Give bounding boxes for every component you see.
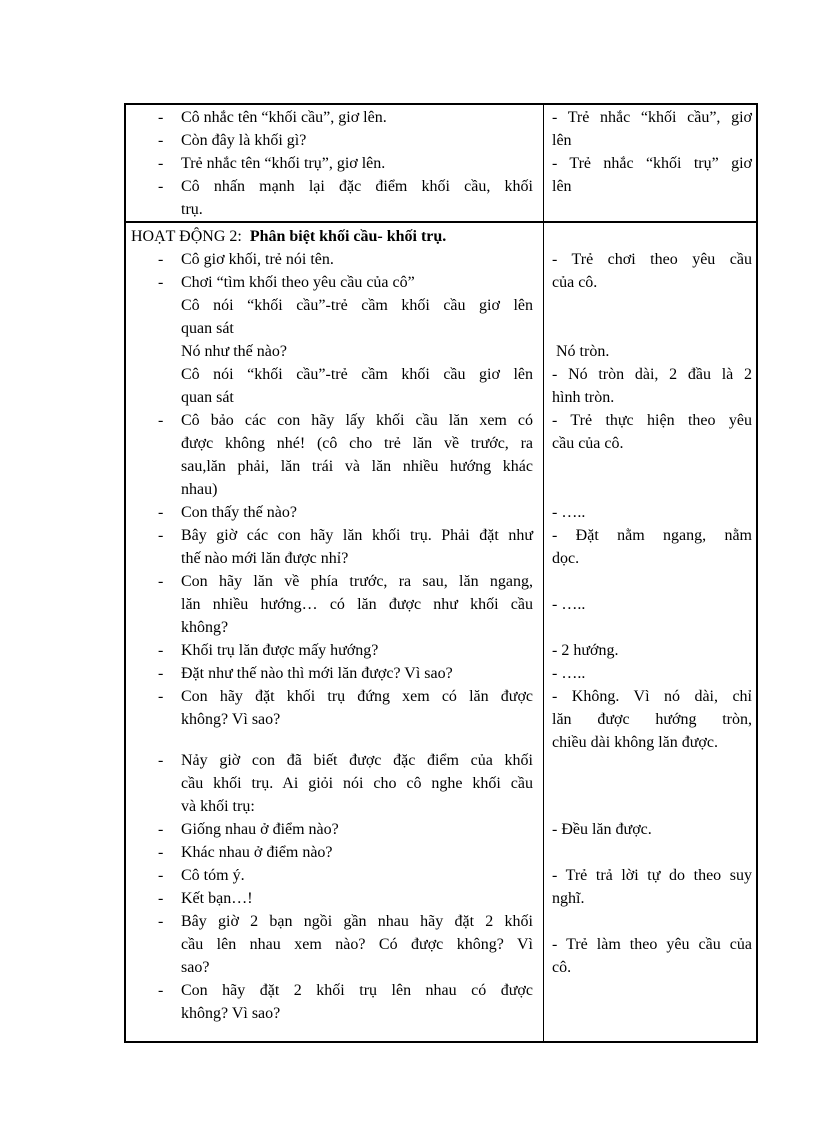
- row2-right-line: - …..: [552, 596, 586, 613]
- activity-heading-title: Phân biệt khối cầu- khối trụ.: [249, 228, 447, 245]
- row2-left-line: quan sát: [181, 320, 234, 337]
- bullet-dash: -: [158, 274, 164, 291]
- row2-left-line: sau,lăn phải, lăn trái và lăn nhiều hướng khác: [181, 458, 533, 475]
- row2-right-line: - Trẻ chơi theo yêu cầu: [552, 251, 752, 268]
- row2-right-line: Nó tròn.: [552, 343, 610, 360]
- row2-left-line: Cô tóm ý.: [181, 867, 245, 884]
- bullet-dash: -: [158, 132, 164, 149]
- row2-right-line: - Đặt nằm ngang, nằm: [552, 527, 752, 544]
- row2-right-line: hình tròn.: [552, 389, 615, 406]
- bullet-dash: -: [158, 890, 164, 907]
- row2-right-line: - Nó tròn dài, 2 đầu là 2: [552, 366, 752, 383]
- row2-left-line: Khác nhau ở điểm nào?: [181, 844, 333, 861]
- bullet-dash: -: [158, 982, 164, 999]
- bullet-dash: -: [158, 752, 164, 769]
- row2-right-line: cầu của cô.: [552, 435, 624, 452]
- row1-right-line: - Trẻ nhắc “khối trụ” giơ: [552, 155, 752, 172]
- row2-right-line: - 2 hướng.: [552, 642, 619, 659]
- row2-left-line: Con hãy đặt khối trụ đứng xem có lăn được: [181, 688, 533, 705]
- row1-left-line: trụ.: [181, 201, 203, 218]
- row1-left-line: Trẻ nhắc tên “khối trụ”, giơ lên.: [181, 155, 386, 172]
- row2-left-line: Kết bạn…!: [181, 890, 253, 907]
- row2-left-line: Chơi “tìm khối theo yêu cầu của cô”: [181, 274, 415, 291]
- bullet-dash: -: [158, 178, 164, 195]
- bullet-dash: -: [158, 642, 164, 659]
- row2-left-line: Giống nhau ở điểm nào?: [181, 821, 339, 838]
- bullet-dash: -: [158, 665, 164, 682]
- bullet-dash: -: [158, 913, 164, 930]
- activity-heading: [131, 226, 446, 248]
- bullet-dash: -: [158, 844, 164, 861]
- row2-right-line: dọc.: [552, 550, 580, 567]
- row2-left-line: không? Vì sao?: [181, 1005, 281, 1022]
- row1-left-line: Còn đây là khối gì?: [181, 132, 307, 149]
- row2-left-line: Cô nói “khối cầu”-trẻ cầm khối cầu giơ lên: [181, 366, 533, 383]
- row2-right-line: - …..: [552, 665, 586, 682]
- bullet-dash: -: [158, 412, 164, 429]
- row2-left-line: sao?: [181, 959, 210, 976]
- row-divider: [126, 221, 756, 223]
- bullet-dash: -: [158, 573, 164, 590]
- row2-left-line: được không nhé! (cô cho trẻ lăn về trước, ra: [181, 435, 533, 452]
- row2-right-line: - Trẻ làm theo yêu cầu của: [552, 936, 752, 953]
- bullet-dash: -: [158, 155, 164, 172]
- row1-right-line: - Trẻ nhắc “khối cầu”, giơ: [552, 109, 752, 126]
- row2-left-line: không? Vì sao?: [181, 711, 281, 728]
- row2-right-line: của cô.: [552, 274, 598, 291]
- row2-left-line: Nó như thế nào?: [181, 343, 287, 360]
- row2-left-line: cầu lên nhau xem nào? Có được không? Vì: [181, 936, 533, 953]
- row2-right-line: chiều dài không lăn được.: [552, 734, 718, 751]
- row2-left-line: Nảy giờ con đã biết được đặc điểm của khối: [181, 752, 533, 769]
- bullet-dash: -: [158, 688, 164, 705]
- row2-left-line: cầu khối trụ. Ai giỏi nói cho cô nghe khối cầu: [181, 775, 533, 792]
- row2-left-line: Bây giờ 2 bạn ngồi gần nhau hãy đặt 2 khối: [181, 913, 533, 930]
- row2-left-line: Cô bảo các con hãy lấy khối cầu lăn xem có: [181, 412, 533, 429]
- row2-right-line: lăn được hướng tròn,: [552, 711, 752, 728]
- row1-right-line: lên: [552, 178, 572, 195]
- row2-right-line: - …..: [552, 504, 586, 521]
- row2-left-line: nhau): [181, 481, 218, 498]
- row2-right-line: nghĩ.: [552, 890, 585, 907]
- row2-left-line: Cô giơ khối, trẻ nói tên.: [181, 251, 334, 268]
- row2-left-line: không?: [181, 619, 229, 636]
- bullet-dash: -: [158, 504, 164, 521]
- row2-left-line: quan sát: [181, 389, 234, 406]
- row2-right-line: - Không. Vì nó dài, chỉ: [552, 688, 752, 705]
- row2-left-line: và khối trụ:: [181, 798, 255, 815]
- row2-left-line: lăn nhiều hướng… có lăn được như khối cầu: [181, 596, 533, 613]
- row2-left-line: Bây giờ các con hãy lăn khối trụ. Phải đặt như: [181, 527, 533, 544]
- row1-right-line: lên: [552, 132, 572, 149]
- lesson-table: [124, 103, 758, 1043]
- bullet-dash: -: [158, 867, 164, 884]
- row2-left-line: Con hãy lăn về phía trước, ra sau, lăn ngang,: [181, 573, 533, 590]
- row2-left-line: Con hãy đặt 2 khối trụ lên nhau có được: [181, 982, 533, 999]
- row2-left-line: Đặt như thế nào thì mới lăn được? Vì sao?: [181, 665, 453, 682]
- row2-right-line: - Trẻ thực hiện theo yêu: [552, 412, 752, 429]
- row2-left-line: thế nào mới lăn được nhỉ?: [181, 550, 349, 567]
- row2-left-line: Cô nói “khối cầu”-trẻ cầm khối cầu giơ lên: [181, 297, 533, 314]
- row2-right-line: - Trẻ trả lời tự do theo suy: [552, 867, 752, 884]
- bullet-dash: -: [158, 109, 164, 126]
- row1-left-line: Cô nhấn mạnh lại đặc điểm khối cầu, khối: [181, 178, 533, 195]
- bullet-dash: -: [158, 527, 164, 544]
- row1-left-line: Cô nhắc tên “khối cầu”, giơ lên.: [181, 109, 387, 126]
- row2-left-line: Khối trụ lăn được mấy hướng?: [181, 642, 379, 659]
- bullet-dash: -: [158, 251, 164, 268]
- row2-right-line: - Đều lăn được.: [552, 821, 652, 838]
- activity-heading-label: HOẠT ĐỘNG 2:: [131, 228, 242, 245]
- row2-left-line: Con thấy thế nào?: [181, 504, 297, 521]
- bullet-dash: -: [158, 821, 164, 838]
- column-divider: [543, 105, 544, 1041]
- row2-right-line: cô.: [552, 959, 572, 976]
